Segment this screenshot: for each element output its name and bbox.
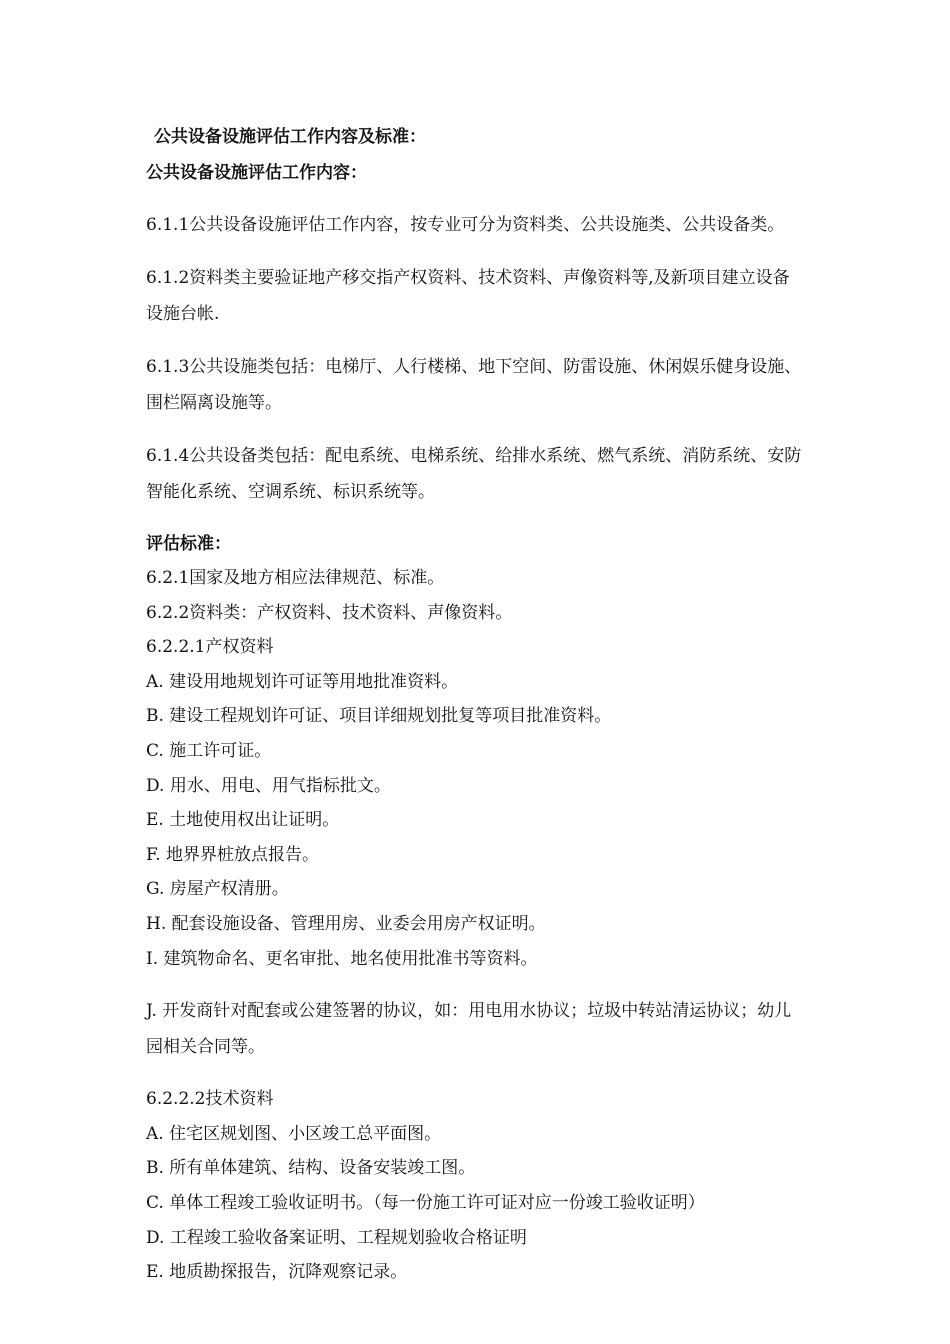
document-title: 公共设备设施评估工作内容及标准： [154, 127, 426, 147]
list-item: C. 单体工程竣工验收证明书。（每一份施工许可证对应一份竣工验收证明） [146, 1192, 705, 1213]
list-item: H. 配套设施设备、管理用房、业委会用房产权证明。 [146, 913, 546, 934]
list-item: I. 建筑物命名、更名审批、地名使用批准书等资料。 [146, 948, 538, 969]
list-item: E. 土地使用权出让证明。 [146, 810, 340, 831]
subheading-property-docs: 6.2.2.1产权资料 [146, 637, 274, 658]
document-page [146, 118, 826, 1290]
paragraph-6-1-4: 6.1.4公共设备类包括：配电系统、电梯系统、给排水系统、燃气系统、消防系统、安防智能化系统、空调系统、标识系统等。 [146, 446, 802, 502]
list-item: E. 地质勘探报告，沉降观察记录。 [146, 1262, 408, 1283]
list-item-j: J. 开发商针对配套或公建签署的协议，如：用电用水协议；垃圾中转站清运协议；幼儿园相关合同等。 [146, 1001, 792, 1058]
section-heading-work-content: 公共设备设施评估工作内容： [146, 163, 367, 183]
list-item: B. 所有单体建筑、结构、设备安装竣工图。 [146, 1158, 476, 1179]
list-item: F. 地界界桩放点报告。 [146, 844, 319, 865]
list-item: D. 用水、用电、用气指标批文。 [146, 775, 391, 796]
paragraph-6-1-1: 6.1.1公共设备设施评估工作内容，按专业可分为资料类、公共设施类、公共设备类。 [146, 215, 785, 235]
list-item: G. 房屋产权清册。 [146, 879, 289, 900]
list-item: A. 住宅区规划图、小区竣工总平面图。 [146, 1123, 442, 1144]
paragraph-6-1-3: 6.1.3公共设施类包括：电梯厅、人行楼梯、地下空间、防雷设施、休闲娱乐健身设施、围栏隔离设施等。 [146, 357, 802, 413]
section-heading-standards: 评估标准： [146, 534, 231, 554]
subheading-technical-docs: 6.2.2.2技术资料 [146, 1089, 274, 1110]
list-item: B. 建设工程规划许可证、项目详细规划批复等项目批准资料。 [146, 706, 612, 727]
list-item: C. 施工许可证。 [146, 740, 272, 761]
list-item: D. 工程竣工验收备案证明、工程规划验收合格证明 [146, 1227, 527, 1248]
paragraph-6-1-2: 6.1.2资料类主要验证地产移交指产权资料、技术资料、声像资料等,及新项目建立设备设施台帐. [146, 268, 790, 324]
list-item: A. 建设用地规划许可证等用地批准资料。 [146, 671, 459, 692]
paragraph-6-2-2: 6.2.2资料类：产权资料、技术资料、声像资料。 [146, 602, 513, 623]
paragraph-6-2-1: 6.2.1国家及地方相应法律规范、标准。 [146, 568, 445, 588]
